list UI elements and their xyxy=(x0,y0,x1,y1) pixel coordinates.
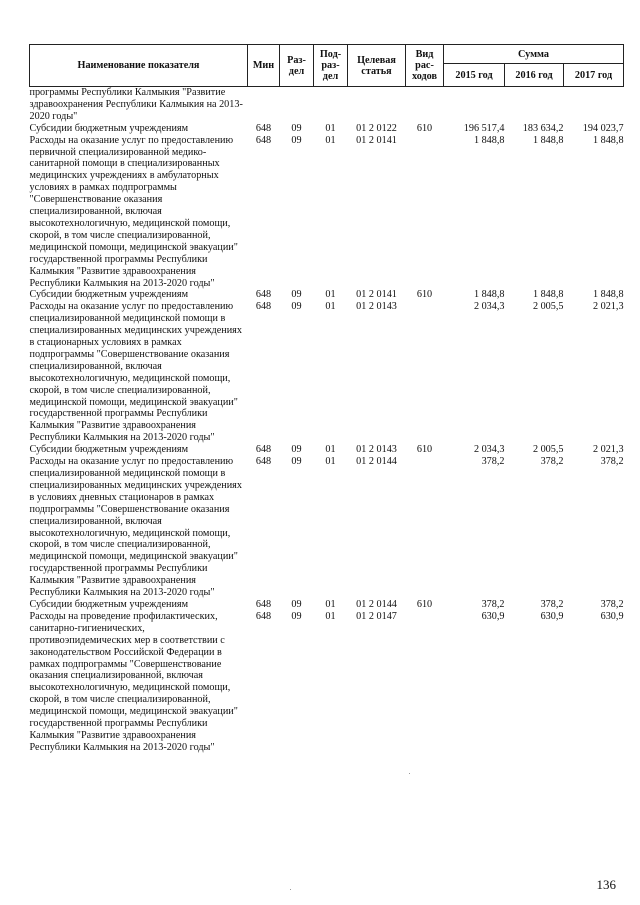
table-header xyxy=(30,45,624,87)
table-row xyxy=(30,87,624,123)
row-sum-2015: 378,2 xyxy=(481,598,505,610)
table-row xyxy=(30,289,624,301)
row-target: 01 2 0143 xyxy=(356,444,397,456)
row-name: Расходы на оказание услуг по предоставлению первичной специализированной медико-санитарной помощи в специализированных медицинских учреждениях в амбулаторных условиях в рамках подпрограммы "Совершенствование оказания специализированной, включая высокотехнологичную, медицинской помощи, скорой, в том числе специализированной, медицинской помощи, медицинской эвакуации" государственной программы Республики Калмыкия "Развитие здравоохранения Республики Калмыкия на 2013-2020 годы" xyxy=(29,134,238,289)
row-name: Расходы на оказание услуг по предоставлению специализированной медицинской помощи в специализированных медицинских учреждениях в стационарных условиях в рамках подпрограммы "Совершенствование оказания специализированной, включая высокотехнологичную, медицинской помощи, скорой, в том числе специализированной, медицинской помощи, медицинской эвакуации" государственной программы Республики Калмыкия "Развитие здравоохранения Республики Калмыкия на 2013-2020 годы" xyxy=(29,301,242,444)
scan-speck xyxy=(409,773,410,774)
row-sum-2015: 1 848,8 xyxy=(473,289,505,301)
row-target: 01 2 0143 xyxy=(356,301,397,313)
budget-table xyxy=(29,44,624,754)
row-sum-2015: 1 848,8 xyxy=(473,134,505,146)
row-target: 01 2 0122 xyxy=(356,122,397,134)
row-vid: 610 xyxy=(416,122,433,134)
row-vid xyxy=(406,301,444,444)
row-min: 648 xyxy=(255,610,272,622)
row-razdel xyxy=(280,87,314,123)
col-header-sum: Сумма xyxy=(444,45,624,64)
row-sum-2016: 2 005,5 xyxy=(532,301,564,313)
table-row xyxy=(30,135,624,290)
row-target: 01 2 0141 xyxy=(356,289,397,301)
row-podrazdel: 01 xyxy=(325,301,336,313)
row-sum-2015: 196 517,4 xyxy=(463,122,505,134)
row-sum-2016: 378,2 xyxy=(540,456,564,468)
table-row xyxy=(30,599,624,611)
row-min: 648 xyxy=(255,456,272,468)
row-sum-2017: 378,2 xyxy=(600,456,624,468)
row-podrazdel: 01 xyxy=(325,134,336,146)
row-vid: 610 xyxy=(416,598,433,610)
table-row xyxy=(30,444,624,456)
row-razdel: 09 xyxy=(291,610,302,622)
page-number: 136 xyxy=(596,877,616,892)
row-target: 01 2 0141 xyxy=(356,134,397,146)
row-min: 648 xyxy=(255,134,272,146)
row-min: 648 xyxy=(255,598,272,610)
row-name: Субсидии бюджетным учреждениям xyxy=(29,122,189,134)
row-target: 01 2 0144 xyxy=(356,598,397,610)
row-podrazdel: 01 xyxy=(325,289,336,301)
row-sum-2016: 2 005,5 xyxy=(532,444,564,456)
col-header-2016: 2016 год xyxy=(505,64,564,87)
row-sum-2016: 378,2 xyxy=(540,598,564,610)
row-sum-2017: 194 023,7 xyxy=(582,122,624,134)
col-header-razdel: Раз- дел xyxy=(280,45,314,87)
row-podrazdel: 01 xyxy=(325,598,336,610)
col-header-name: Наименование показателя xyxy=(30,45,248,87)
row-sum-2017: 2 021,3 xyxy=(592,444,624,456)
row-sum-2016: 1 848,8 xyxy=(532,134,564,146)
row-razdel: 09 xyxy=(291,122,302,134)
row-name: Расходы на проведение профилактических, санитарно-гигиенических, противоэпидемических мер в соответствии с законодательством Российской Федерации в рамках подпрограммы "Совершенствование оказания специализированной, включая высокотехнологичную, медицинской помощи, скорой, в том числе специализированной, медицинской помощи, медицинской эвакуации" государственной программы Республики Калмыкия "Развитие здравоохранения Республики Калмыкия на 2013-2020 годы" xyxy=(29,610,238,753)
row-sum-2015 xyxy=(444,87,505,123)
row-sum-2017: 378,2 xyxy=(600,598,624,610)
row-sum-2017: 2 021,3 xyxy=(592,301,624,313)
row-sum-2017: 630,9 xyxy=(600,610,624,622)
scan-speck xyxy=(290,889,291,890)
col-header-vid: Вид рас- ходов xyxy=(406,45,444,87)
row-sum-2017 xyxy=(564,87,624,123)
row-sum-2016: 183 634,2 xyxy=(522,122,564,134)
row-sum-2015: 2 034,3 xyxy=(473,301,505,313)
row-vid: 610 xyxy=(416,444,433,456)
row-name: Расходы на оказание услуг по предоставлению специализированной медицинской помощи в специализированных медицинских учреждениях в условиях дневных стационаров в рамках подпрограммы "Совершенствование оказания специализированной, включая высокотехнологичную, медицинской помощи, скорой, в том числе специализированной, медицинской помощи, медицинской эвакуации" государственной программы Республики Калмыкия "Развитие здравоохранения Республики Калмыкия на 2013-2020 годы" xyxy=(29,456,242,599)
row-razdel: 09 xyxy=(291,134,302,146)
col-header-2015: 2015 год xyxy=(444,64,505,87)
row-sum-2015: 2 034,3 xyxy=(473,444,505,456)
row-vid xyxy=(406,456,444,599)
col-header-min: Мин xyxy=(248,45,280,87)
row-min: 648 xyxy=(255,301,272,313)
row-podrazdel: 01 xyxy=(325,444,336,456)
table-row xyxy=(30,456,624,599)
row-vid xyxy=(406,87,444,123)
row-min: 648 xyxy=(255,444,272,456)
row-razdel: 09 xyxy=(291,289,302,301)
row-sum-2015: 378,2 xyxy=(481,456,505,468)
table-row xyxy=(30,123,624,135)
row-sum-2016: 1 848,8 xyxy=(532,289,564,301)
row-vid xyxy=(406,611,444,754)
row-target: 01 2 0147 xyxy=(356,610,397,622)
col-header-podrazdel: Под- раз- дел xyxy=(314,45,348,87)
row-vid: 610 xyxy=(416,289,433,301)
row-razdel: 09 xyxy=(291,301,302,313)
col-header-target: Целевая статья xyxy=(348,45,406,87)
row-name: Субсидии бюджетным учреждениям xyxy=(29,598,189,610)
row-target: 01 2 0144 xyxy=(356,456,397,468)
row-sum-2016: 630,9 xyxy=(540,610,564,622)
table-row xyxy=(30,301,624,444)
col-header-2017: 2017 год xyxy=(564,64,624,87)
row-podrazdel: 01 xyxy=(325,122,336,134)
row-min: 648 xyxy=(255,289,272,301)
row-sum-2017: 1 848,8 xyxy=(592,289,624,301)
row-name: Субсидии бюджетным учреждениям xyxy=(29,444,189,456)
row-podrazdel: 01 xyxy=(325,456,336,468)
row-podrazdel: 01 xyxy=(325,610,336,622)
row-min: 648 xyxy=(255,122,272,134)
row-vid xyxy=(406,135,444,290)
row-sum-2016 xyxy=(505,87,564,123)
row-name: Субсидии бюджетным учреждениям xyxy=(29,289,189,301)
row-min xyxy=(248,87,280,123)
table-row xyxy=(30,611,624,754)
table-body xyxy=(30,87,624,754)
row-sum-2015: 630,9 xyxy=(481,610,505,622)
row-razdel: 09 xyxy=(291,598,302,610)
row-razdel: 09 xyxy=(291,456,302,468)
row-name: программы Республики Калмыкия "Развитие здравоохранения Республики Калмыкия на 2013-2020 годы" xyxy=(29,87,243,122)
row-sum-2017: 1 848,8 xyxy=(592,134,624,146)
row-target xyxy=(348,87,406,123)
row-podrazdel xyxy=(314,87,348,123)
row-razdel: 09 xyxy=(291,444,302,456)
